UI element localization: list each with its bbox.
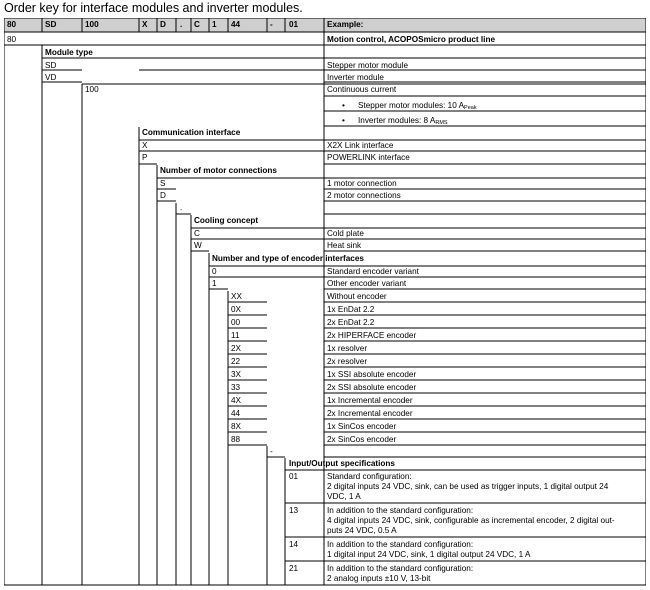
- header-cell: 100: [85, 20, 99, 29]
- header-cell: D: [160, 20, 166, 29]
- separator-dash: -: [270, 447, 273, 456]
- description-cell: 2x EnDat 2.2: [327, 318, 375, 327]
- header-cell: X: [142, 20, 148, 29]
- description-cell: 1x EnDat 2.2: [327, 305, 375, 314]
- description-cell: X2X Link interface: [327, 141, 394, 150]
- code-cell: 33: [231, 383, 241, 392]
- code-cell: 01: [289, 472, 299, 481]
- code-cell: 22: [231, 357, 241, 366]
- description-cell: 1x SSI absolute encoder: [327, 370, 417, 379]
- description-line: In addition to the standard configuration:: [327, 564, 474, 573]
- code-cell: 3X: [231, 370, 242, 379]
- code-cell: W: [194, 241, 202, 250]
- description-cell: Motion control, ACOPOSmicro product line: [327, 35, 495, 44]
- code-cell: VD: [45, 73, 57, 82]
- description-cell: Standard encoder variant: [327, 267, 419, 276]
- description-cell: 1x Incremental encoder: [327, 396, 413, 405]
- section-title: Number of motor connections: [160, 166, 277, 175]
- inverter-current-text: Inverter modules: 8 A: [358, 116, 436, 125]
- description-cell: Without encoder: [327, 292, 387, 301]
- bullet-item: [358, 116, 448, 128]
- description-line: 1 digital input 24 VDC, sink, 1 digital output 24 VDC, 1 A: [327, 550, 531, 559]
- description-line: puts 24 VDC, 0.5 A: [327, 526, 397, 535]
- description-cell: 2x resolver: [327, 357, 368, 366]
- code-cell: 00: [231, 318, 241, 327]
- separator-dot: .: [180, 203, 183, 212]
- code-cell: 0: [212, 267, 217, 276]
- code-cell: 4X: [231, 396, 242, 405]
- table-grid-lines: [4, 18, 646, 586]
- code-cell: 1: [212, 279, 217, 288]
- header-cell: 80: [7, 20, 17, 29]
- example-label: Example:: [327, 20, 364, 29]
- code-cell: X: [142, 141, 148, 150]
- description-cell: 2x HIPERFACE encoder: [327, 331, 417, 340]
- description-line: 2 analog inputs ±10 V, 13-bit: [327, 574, 431, 583]
- description-line: Standard configuration:: [327, 472, 412, 481]
- description-cell: Cold plate: [327, 229, 364, 238]
- code-cell: 80: [7, 35, 17, 44]
- code-cell: 11: [231, 331, 240, 340]
- code-cell: 88: [231, 435, 241, 444]
- code-cell: 14: [289, 540, 299, 549]
- header-cell: -: [270, 20, 273, 29]
- code-cell: SD: [45, 61, 57, 70]
- description-cell: 1 motor connection: [327, 179, 397, 188]
- stepper-current-text: Stepper motor modules: 10 A: [358, 101, 465, 110]
- description-line: 2 digital inputs 24 VDC, sink, can be used as trigger inputs, 1 digital output 24: [327, 482, 609, 491]
- description-line: 4 digital inputs 24 VDC, sink, configurable as incremental encoder, 2 digital out-: [327, 516, 615, 525]
- header-cell: 1: [212, 20, 217, 29]
- header-cell: SD: [45, 20, 57, 29]
- description-cell: 2x SSI absolute encoder: [327, 383, 417, 392]
- code-cell: 0X: [231, 305, 242, 314]
- code-cell: 8X: [231, 422, 242, 431]
- code-cell: XX: [231, 292, 242, 301]
- section-title: Communication interface: [142, 128, 241, 137]
- code-cell: 100: [85, 85, 99, 94]
- section-title: Number and type of encoder interfaces: [212, 254, 364, 263]
- description-line: In addition to the standard configuration:: [327, 540, 474, 549]
- description-cell: POWERLINK interface: [327, 153, 410, 162]
- description-cell: Other encoder variant: [327, 279, 407, 288]
- section-title: Module type: [45, 48, 93, 57]
- description-cell: 2x SinCos encoder: [327, 435, 397, 444]
- description-cell: 2x Incremental encoder: [327, 409, 413, 418]
- code-cell: S: [160, 179, 166, 188]
- description-cell: 1x SinCos encoder: [327, 422, 397, 431]
- description-cell: Continuous current: [327, 85, 397, 94]
- header-cell: 01: [289, 20, 299, 29]
- description-line: In addition to the standard configuration:: [327, 506, 474, 515]
- section-title: Input/Output specifications: [289, 459, 395, 468]
- bullet-item: [358, 101, 477, 113]
- code-cell: C: [194, 229, 200, 238]
- header-cell: .: [180, 20, 183, 29]
- code-cell: 13: [289, 506, 299, 515]
- description-line: VDC, 1 A: [327, 492, 361, 501]
- header-cell: 44: [231, 20, 241, 29]
- caption: Order key for interface modules and inverter modules.: [4, 1, 303, 15]
- description-cell: Inverter module: [327, 73, 384, 82]
- code-cell: 2X: [231, 344, 242, 353]
- description-cell: 2 motor connections: [327, 191, 401, 200]
- stepper-current-subscript: Peak: [464, 105, 477, 111]
- code-cell: 21: [289, 564, 299, 573]
- description-cell: Stepper motor module: [327, 61, 409, 70]
- code-cell: 44: [231, 409, 241, 418]
- header-cell: C: [194, 20, 200, 29]
- code-cell: P: [142, 153, 148, 162]
- code-cell: D: [160, 191, 166, 200]
- inverter-current-subscript: RMS: [435, 120, 448, 126]
- section-title: Cooling concept: [194, 216, 259, 225]
- description-cell: 1x resolver: [327, 344, 368, 353]
- description-cell: Heat sink: [327, 241, 362, 250]
